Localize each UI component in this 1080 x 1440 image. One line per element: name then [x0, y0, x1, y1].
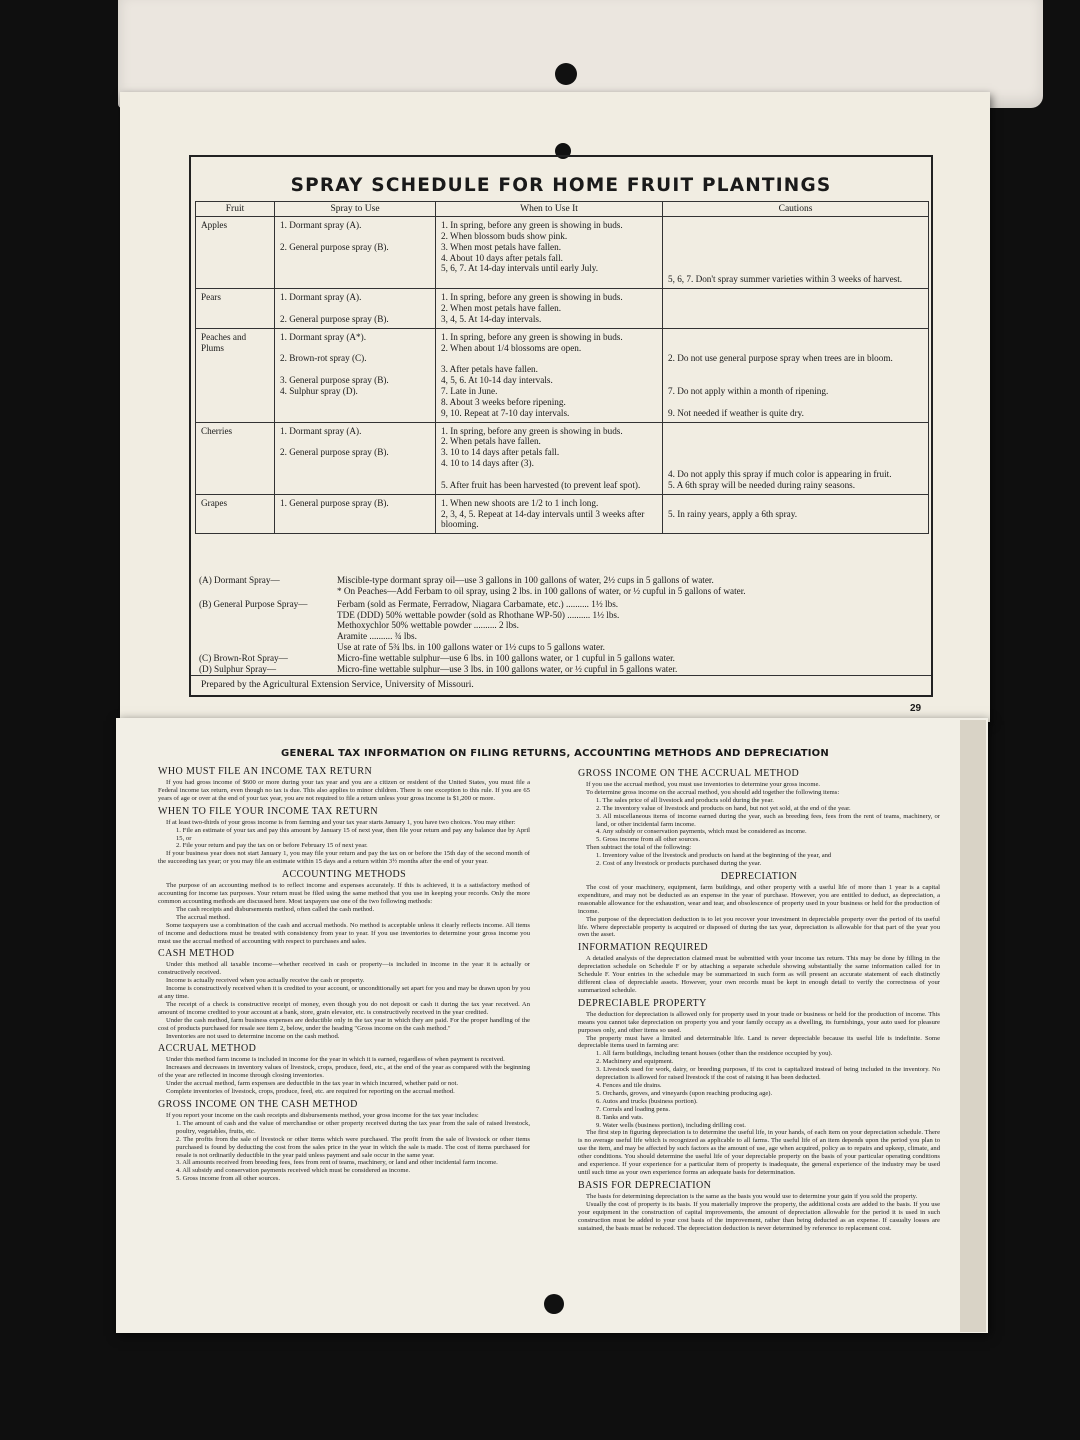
paragraph: The purpose of the depreciation deduction is to let you recover your investment in depreciable property over the period of its useful life. Where depreciable property is acquired or disposed of during the tax year, depreciation is allowable for that part of the year you own the asset.: [578, 915, 940, 939]
paragraph: The cost of your machinery, equipment, farm buildings, and other property with a useful life of more than 1 year is a capital expenditure, and may not be deducted as an expense in the year of purchase. However, you are entitled to deduct, as depreciation, a reasonable allowance for the exhaustion, wear and tear, and obsolescence of property used in your business or held for the production of income.: [578, 883, 940, 915]
spray-schedule-table: [195, 201, 929, 534]
table-cell-spray: 1. Dormant spray (A). 2. General purpose spray (B).: [275, 289, 436, 329]
list-item: 4. Any subsidy or conservation payments, which must be considered as income.: [596, 828, 807, 836]
list-item: 7. Corrals and loading pens.: [596, 1105, 670, 1113]
list-item: 5. Gross income from all other sources.: [176, 1175, 281, 1183]
list-item: 2. File your return and pay the tax on or before February 15 of next year.: [176, 842, 368, 850]
table-cell-fruit: Grapes: [196, 494, 275, 534]
spray-schedule-title: SPRAY SCHEDULE FOR HOME FRUIT PLANTINGS: [290, 175, 832, 196]
table-cell-fruit: Apples: [196, 217, 275, 289]
paragraph: Under the accrual method, farm expenses are deductible in the tax year in which incurred, whether paid or not.: [166, 1080, 459, 1088]
binding-hole: [544, 1294, 564, 1314]
paragraph: Under the cash method, farm business expenses are deductible only in the tax year in which they are paid. For the proper handling of the cost of products purchased for resale see item 2, below, under the heading "Gross income on the cash method.": [158, 1016, 530, 1032]
table-row: [196, 217, 929, 289]
paragraph: Some taxpayers use a combination of the cash and accrual methods. No method is acceptable unless it clearly reflects income. All items of income and deductions must be treated with consistency from year to year. If you use inventories to determine your gross income you must use the accrual method of accounting with respect to purchases and sales.: [158, 921, 530, 945]
tax-column-right: [578, 765, 940, 1232]
list-item: 6. Autos and trucks (business portion).: [596, 1097, 698, 1105]
legend-line: Micro-fine wettable sulphur—use 6 lbs. in 100 gallons water, or 1 cupful in 5 gallons water.: [337, 653, 675, 664]
table-row: [196, 289, 929, 329]
tax-column-left: [158, 763, 530, 1183]
binding-hole: [555, 63, 577, 85]
paragraph: If you use the accrual method, you must use inventories to determine your gross income.: [586, 781, 821, 788]
paragraph: The property must have a limited and determinable life. Land is never depreciable because its useful life is indefinite. Some depreciable items used in farming are:: [578, 1034, 940, 1050]
section-heading: GROSS INCOME ON THE CASH METHOD: [158, 1099, 358, 1110]
section-heading: DEPRECIABLE PROPERTY: [578, 997, 707, 1009]
paragraph: Under this method farm income is included in income for the year in which it is earned, regardless of when payment is received.: [166, 1056, 505, 1064]
legend-name: (D) Sulphur Spray—: [199, 663, 277, 674]
tax-info-title: GENERAL TAX INFORMATION ON FILING RETURNS, ACCOUNTING METHODS AND DEPRECIATION: [281, 748, 829, 759]
legend-line: Miscible-type dormant spray oil—use 3 gallons in 100 gallons of water, 2½ cups in 5 gallons of water.: [337, 575, 714, 585]
paragraph: The deduction for depreciation is allowed only for property used in your trade or business or held for the production of income. This means you cannot take depreciation on property you and your family occupy as a dwelling, its furnishings, your auto used for pleasure purposes only, and other items so used.: [578, 1010, 940, 1034]
prepared-by-note: Prepared by the Agricultural Extension Service, University of Missouri.: [191, 675, 931, 695]
column-header: Cautions: [663, 202, 929, 217]
table-row: [196, 422, 929, 494]
section-heading: WHEN TO FILE YOUR INCOME TAX RETURN: [158, 805, 379, 817]
paragraph: Income is actually received when you actually receive the cash or property.: [166, 977, 365, 985]
page-stack-edge: [960, 720, 986, 1332]
column-header: When to Use It: [436, 202, 663, 217]
table-cell-when: 1. When new shoots are 1/2 to 1 inch long. 2, 3, 4, 5. Repeat at 14-day intervals until 3 weeks after blooming.: [436, 494, 663, 534]
paragraph: Increases and decreases in inventory values of livestock, crops, produce, feed, etc., at the end of the year as compared with the beginning of the year are reflected in income through closing inventories.: [158, 1064, 530, 1080]
table-header-row: [196, 202, 929, 217]
table-cell-cautions: 5. In rainy years, apply a 6th spray.: [663, 494, 929, 534]
table-cell-cautions: [663, 289, 929, 329]
table-cell-cautions: 4. Do not apply this spray if much color is appearing in fruit. 5. A 6th spray will be needed during rainy seasons.: [663, 422, 929, 494]
legend-name: (C) Brown-Rot Spray—: [199, 653, 288, 664]
column-header: Fruit: [196, 202, 275, 217]
list-item: The accrual method.: [176, 913, 231, 921]
table-cell-fruit: Peaches and Plums: [196, 328, 275, 422]
table-cell-fruit: Cherries: [196, 422, 275, 494]
paragraph: If your business year does not start January 1, you may file your return and pay the tax on or before the 15th day of the second month of the succeeding tax year; or you may file an estimate within 15 days and a return within 3½ months after the end of your year.: [158, 850, 530, 866]
legend-line: * On Peaches—Add Ferbam to oil spray, using 2 lbs. in 100 gallons of water, or ½ cupful in 5 gallons of water.: [337, 585, 746, 596]
list-item: 4. All subsidy and conservation payments received which must be considered as income.: [176, 1167, 411, 1175]
paragraph: The purpose of an accounting method is to reflect income and expenses accurately. If this is achieved, it is a satisfactory method of accounting for income tax purposes. Your return must be filed using the same method that you use in keeping your records. Only the more common accounting methods are discussed here. Most taxpayers use one of the two following methods:: [158, 882, 530, 905]
section-heading: ACCRUAL METHOD: [158, 1043, 257, 1055]
legend-entry: [199, 599, 925, 653]
list-item: 3. All miscellaneous items of income earned during the year, such as breeding fees, fees from the rent of teams, machinery, or land, or other incidental farm income.: [596, 812, 940, 828]
legend-name: (B) General Purpose Spray—: [199, 598, 308, 609]
section-heading: INFORMATION REQUIRED: [578, 942, 708, 954]
table-cell-when: 1. In spring, before any green is showing in buds. 2. When about 1/4 blossoms are open. 3. After petals have fallen. 4, 5, 6. At 10-14 day intervals. 7. Late in June. 8. About 3 weeks before ripening. 9, 10. Repeat at 7-10 day intervals.: [436, 328, 663, 422]
spray-legend: [199, 575, 925, 675]
table-cell-cautions: 5, 6, 7. Don't spray summer varieties within 3 weeks of harvest.: [663, 217, 929, 289]
table-cell-when: 1. In spring, before any green is showing in buds. 2. When petals have fallen. 3. 10 to 14 days after petals fall. 4. 10 to 14 days after (3). 5. After fruit has been harvested (to prevent leaf spot).: [436, 422, 663, 494]
table-cell-spray: 1. General purpose spray (B).: [275, 494, 436, 534]
section-heading: CASH METHOD: [158, 948, 235, 960]
table-cell-cautions: 2. Do not use general purpose spray when trees are in bloom. 7. Do not apply within a month of ripening. 9. Not needed if weather is quite dry.: [663, 328, 929, 422]
table-cell-spray: 1. Dormant spray (A*). 2. Brown-rot spray (C). 3. General purpose spray (B). 4. Sulphur spray (D).: [275, 328, 436, 422]
paragraph: Then subtract the total of the following:: [586, 844, 692, 852]
list-item: 2. Machinery and equipment.: [596, 1058, 674, 1066]
section-heading: WHO MUST FILE AN INCOME TAX RETURN: [158, 766, 373, 777]
table-cell-spray: 1. Dormant spray (A). 2. General purpose spray (B).: [275, 217, 436, 289]
legend-line: Ferbam (sold as Fermate, Ferradow, Niagara Carbamate, etc.) .......... 1½ lbs.: [337, 598, 619, 609]
list-item: 3. All amounts received from breeding fees, fees from rent of teams, machinery, or land and other incidental farm income.: [176, 1159, 498, 1167]
paragraph: Under this method all taxable income—whether received in cash or property—is included in income in the year it is actually or constructively received.: [158, 961, 530, 977]
list-item: 1. File an estimate of your tax and pay this amount by January 15 of next year, then file your return and pay any balance due by April 15, or: [176, 826, 530, 842]
table-row: [196, 328, 929, 422]
list-item: 1. All farm buildings, including tenant houses (other than the residence occupied by you).: [596, 1050, 833, 1058]
section-heading: GROSS INCOME ON THE ACCRUAL METHOD: [578, 768, 800, 779]
list-item: 2. The profits from the sale of livestock or other items which were purchased. The profit from the sale of livestock or other items purchased is found by deducting the cost from the sales price in the year in which the sale is made. The cost of items purchased for resale is not ordinarily deductible in the year paid unless payment and sale occur in the same year.: [176, 1135, 530, 1159]
list-item: 4. Fences and tile drains.: [596, 1082, 662, 1089]
paragraph: The first step in figuring depreciation is to determine the useful life, in your hands, of each item on your depreciation schedule. There is no average useful life which is recognized as applicable to all farms. The useful life of an item depends upon the period you plan to use the item, and may be affected by such factors as the amount of use, age when acquired, policy as to repairs and upkeep, climate, and other conditions. You should determine the useful life of your depreciable property on the basis of your particular operating conditions and experience. If your experience for a particular item of property is inadequate, the general experience of the industry may be used until such time as your own experience forms an adequate basis for determination.: [578, 1129, 940, 1176]
list-item: 3. Livestock used for work, dairy, or breeding purposes, if its cost is capitalized instead of being included in the inventory. No depreciation is allowed for raised livestock if the cost of raising it has been deducted.: [596, 1066, 940, 1082]
section-heading: ACCOUNTING METHODS: [281, 869, 407, 881]
legend-line: Methoxychlor 50% wettable powder .......... 2 lbs.: [337, 620, 519, 631]
paragraph: A detailed analysis of the depreciation claimed must be submitted with your income tax return. This may be done by filling in the depreciation schedule on Schedule F or by attaching a separate schedule showing substantially the same information called for in Schedule F. Your entries in the schedule may be summarized in such form as will present an accurate statement of each distinctly different class of depreciable assets. However, your own records must be kept in enough detail to verify the correctness of your summarized schedule.: [578, 955, 940, 994]
paragraph: Inventories are not used to determine income on the cash method.: [166, 1032, 340, 1040]
list-item: 5. Orchards, groves, and vineyards (upon reaching producing age).: [596, 1089, 773, 1097]
paragraph: If at least two-thirds of your gross income is from farming and your tax year starts January 1, you have two choices. You may either:: [166, 818, 516, 826]
list-item: 2. Cost of any livestock or products purchased during the year.: [596, 860, 762, 868]
paragraph: The receipt of a check is constructive receipt of money, even though you do not deposit or cash it during the tax year received. An amount of income credited to your account at a bank, store, grain elevator, etc. is constructively received in the year credited.: [158, 1000, 530, 1016]
table-row: [196, 494, 929, 534]
list-item: 1. The sales price of all livestock and products sold during the year.: [596, 796, 774, 804]
paragraph: Usually the cost of property is its basis. If you materially improve the property, the additional costs are added to the basis. If you use your equipment in the construction of capital improvements, the amount of depreciation allowable for the period it is used in such construction must be added to your cost basis of the improvement, rather than being deducted as an expense. If casualty losses are sustained, the basis must be reduced. The depreciation deduction is never determined by reference to replacement cost.: [578, 1200, 940, 1232]
legend-line: Aramite .......... ¾ lbs.: [337, 631, 417, 642]
paragraph: Complete inventories of livestock, crops, produce, feed, etc. are required for reporting on the accrual method.: [166, 1088, 455, 1096]
list-item: The cash receipts and disbursements method, often called the cash method.: [176, 905, 375, 913]
spray-schedule-box: [189, 155, 933, 697]
paragraph: To determine gross income on the accrual method, you should add together the following items:: [586, 788, 840, 796]
list-item: 9. Water wells (business portion), including drilling cost.: [596, 1121, 746, 1129]
paragraph: If you had gross income of $600 or more during your tax year and you are a citizen or resident of the United States, you must file a Federal income tax return, even though no tax is due. This also applies to minor children. There is one exception to this rule. If you are 65 years of age or over at the end of your tax year, you are not required to file a return unless your gross income is $1,200 or more.: [158, 779, 530, 802]
table-cell-when: 1. In spring, before any green is showing in buds. 2. When blossom buds show pink. 3. When most petals have fallen. 4. About 10 days after petals fall. 5, 6, 7. At 14-day intervals until early July.: [436, 217, 663, 289]
list-item: 2. The inventory value of livestock and products on hand, but not yet sold, at the end of the year.: [596, 804, 851, 812]
legend-line: TDE (DDD) 50% wettable powder (sold as Rhothane WP-50) .......... 1½ lbs.: [337, 609, 620, 620]
legend-line: Use at rate of 5¾ lbs. in 100 gallons water or 1½ cups to 5 gallons water.: [337, 642, 605, 653]
legend-entry: [199, 653, 925, 664]
paragraph: If you report your income on the cash receipts and disbursements method, your gross income for the tax year includes:: [166, 1112, 479, 1119]
list-item: 1. The amount of cash and the value of merchandise or other property received during the tax year from the sale of raised livestock, poultry, vegetables, fruits, etc.: [176, 1119, 530, 1135]
legend-line: Micro-fine wettable sulphur—use 3 lbs. in 100 gallons water, or ½ cupful in 5 gallons water.: [337, 663, 678, 674]
list-item: 8. Tanks and vats.: [596, 1113, 644, 1121]
legend-entry: [199, 575, 925, 597]
table-cell-fruit: Pears: [196, 289, 275, 329]
column-header: Spray to Use: [275, 202, 436, 217]
page-number: 29: [910, 703, 922, 714]
legend-name: (A) Dormant Spray—: [199, 575, 280, 585]
list-item: 5. Gross income from all other sources.: [596, 836, 701, 844]
list-item: 1. Inventory value of the livestock and products on hand at the beginning of the year, and: [596, 852, 832, 860]
table-cell-spray: 1. Dormant spray (A). 2. General purpose spray (B).: [275, 422, 436, 494]
table-cell-when: 1. In spring, before any green is showing in buds. 2. When most petals have fallen. 3, 4, 5. At 14-day intervals.: [436, 289, 663, 329]
paragraph: Income is constructively received when it is credited to your account, or unconditionally set apart for you and may be drawn upon by you at any time.: [158, 985, 530, 1001]
section-heading: DEPRECIATION: [720, 870, 798, 882]
section-heading: BASIS FOR DEPRECIATION: [578, 1179, 712, 1191]
legend-entry: [199, 664, 925, 675]
paragraph: The basis for determining depreciation is the same as the basis you would use to determine your gain if you sold the property.: [586, 1192, 918, 1200]
